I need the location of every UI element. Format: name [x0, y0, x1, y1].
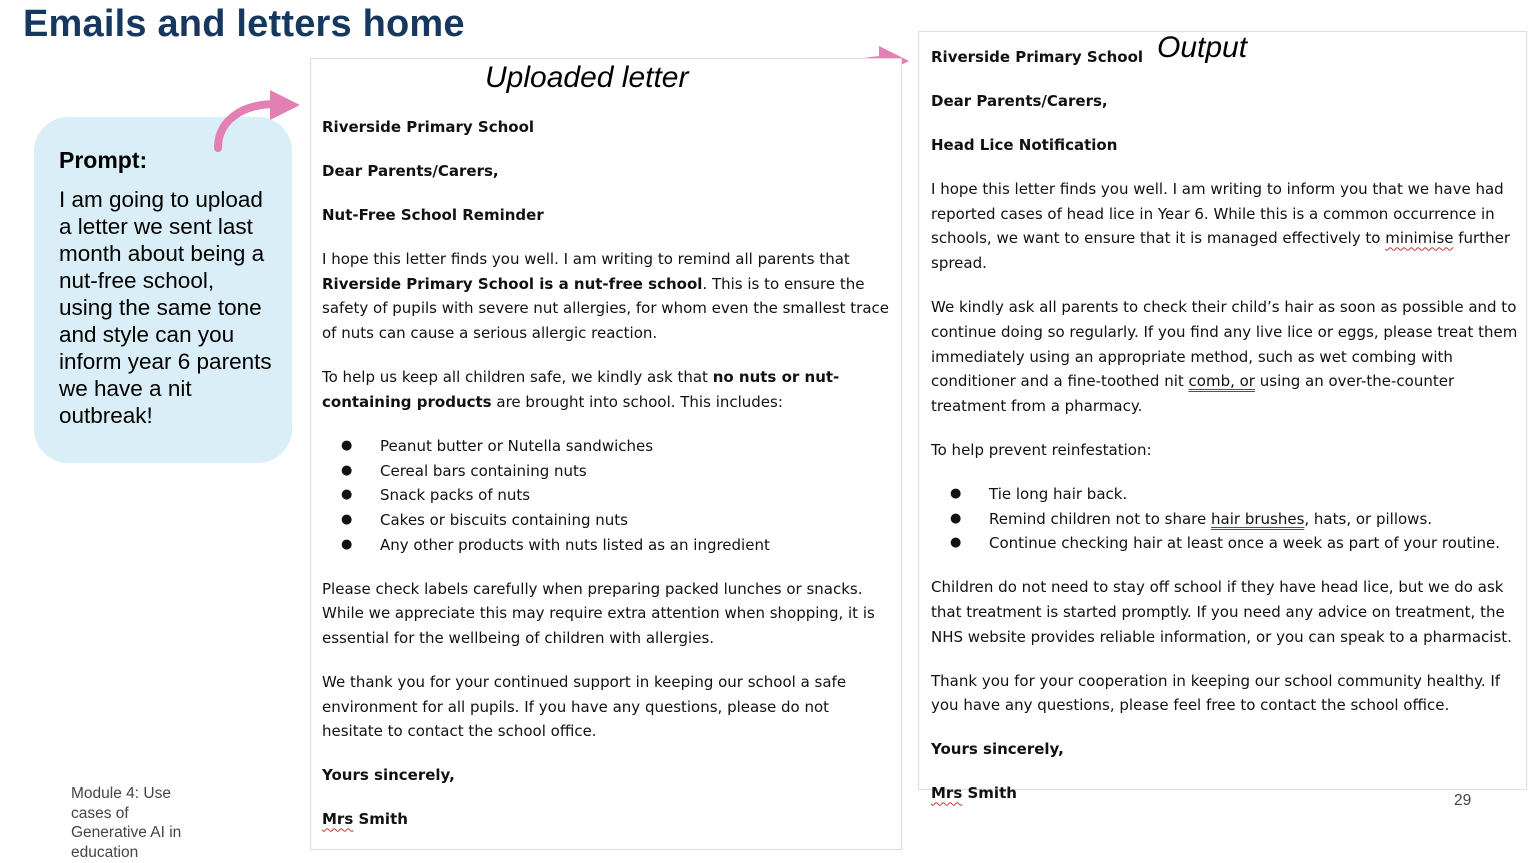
output-letter-caption: Output — [1157, 31, 1248, 64]
page-number: 29 — [1454, 792, 1472, 809]
letter-paragraph: To help prevent reinfestation: — [931, 440, 1152, 459]
uploaded-letter-caption: Uploaded letter — [485, 61, 689, 94]
school-name: Riverside Primary School — [322, 118, 535, 136]
letter-greeting: Dear Parents/Carers, — [931, 92, 1108, 110]
letter-paragraph: To help us keep all children safe, we kindly ask that no nuts or nut-containing products are brought into school. This includes: — [322, 368, 840, 411]
prompt-text: I am going to upload a letter we sent last month about being a nut-free school, using the same tone and style can you inform year 6 parents we have a nit outbreak! — [59, 187, 272, 428]
letter-paragraph: Children do not need to stay off school if they have head lice, but we do ask that treatment is started promptly. If you need any advice on treatment, the NHS website provides reliable information, or you can speak to a pharmacist. — [931, 578, 1512, 646]
letter-paragraph: I hope this letter finds you well. I am writing to inform you that we have had reported cases of head lice in Year 6. While this is a common occurrence in schools, we want to ensure that it is managed effectively to minimise further spread. — [931, 180, 1511, 273]
letter-bullet-list — [322, 434, 894, 558]
letter-signoff: Yours sincerely, — [322, 766, 455, 785]
letter-signature: Mrs Smith — [322, 810, 408, 829]
footer-module-label: Module 4: Use cases of Generative AI in education — [71, 785, 182, 861]
letter-bullet-list — [931, 482, 1521, 556]
list-item: ● Cakes or biscuits containing nuts — [322, 508, 894, 533]
letter-greeting: Dear Parents/Carers, — [322, 162, 499, 180]
uploaded-letter — [310, 58, 902, 850]
list-item: ● Cereal bars containing nuts — [322, 459, 894, 484]
letter-signature: Mrs Smith — [931, 784, 1017, 803]
list-item: ● Tie long hair back. — [931, 482, 1521, 507]
letter-signoff: Yours sincerely, — [931, 740, 1064, 759]
output-letter-body — [931, 45, 1521, 825]
prompt-heading: Prompt: — [59, 147, 148, 173]
list-item: ● Continue checking hair at least once a week as part of your routine. — [931, 531, 1521, 556]
letter-subject: Nut-Free School Reminder — [322, 206, 544, 224]
prompt-box — [34, 117, 292, 463]
list-item: ● Remind children not to share hair brushes, hats, or pillows. — [931, 507, 1521, 532]
letter-paragraph: We thank you for your continued support in keeping our school a safe environment for all pupils. If you have any questions, please do not hesitate to contact the school office. — [322, 673, 847, 741]
list-item: ● Snack packs of nuts — [322, 483, 894, 508]
letter-paragraph: I hope this letter finds you well. I am writing to remind all parents that Riverside Primary School is a nut-free school. This is to ensure the safety of pupils with severe nut allergies, for whom even the smallest trace of nuts can cause a serious allergic reaction. — [322, 250, 889, 343]
curved-arrow-icon — [206, 86, 306, 156]
letter-paragraph: Please check labels carefully when preparing packed lunches or snacks. While we appreciate this may require extra attention when shopping, it is essential for the wellbeing of children with allergies. — [322, 579, 875, 648]
slide-title: Emails and letters home — [23, 3, 465, 45]
letter-subject: Head Lice Notification — [931, 136, 1118, 154]
school-name: Riverside Primary School — [931, 48, 1144, 66]
list-item: ● Any other products with nuts listed as an ingredient — [322, 533, 894, 558]
letter-paragraph: We kindly ask all parents to check their child’s hair as soon as possible and to continue doing so regularly. If you find any live lice or eggs, please treat them immediately using an appropriate method, such as wet combing with conditioner and a fine-toothed nit comb, or using an over-the-counter treatment from a pharmacy. — [931, 298, 1518, 415]
uploaded-letter-body — [322, 115, 894, 851]
list-item: ● Peanut butter or Nutella sandwiches — [322, 434, 894, 459]
letter-paragraph: Thank you for your cooperation in keeping our school community healthy. If you have any questions, please feel free to contact the school office. — [931, 671, 1501, 715]
